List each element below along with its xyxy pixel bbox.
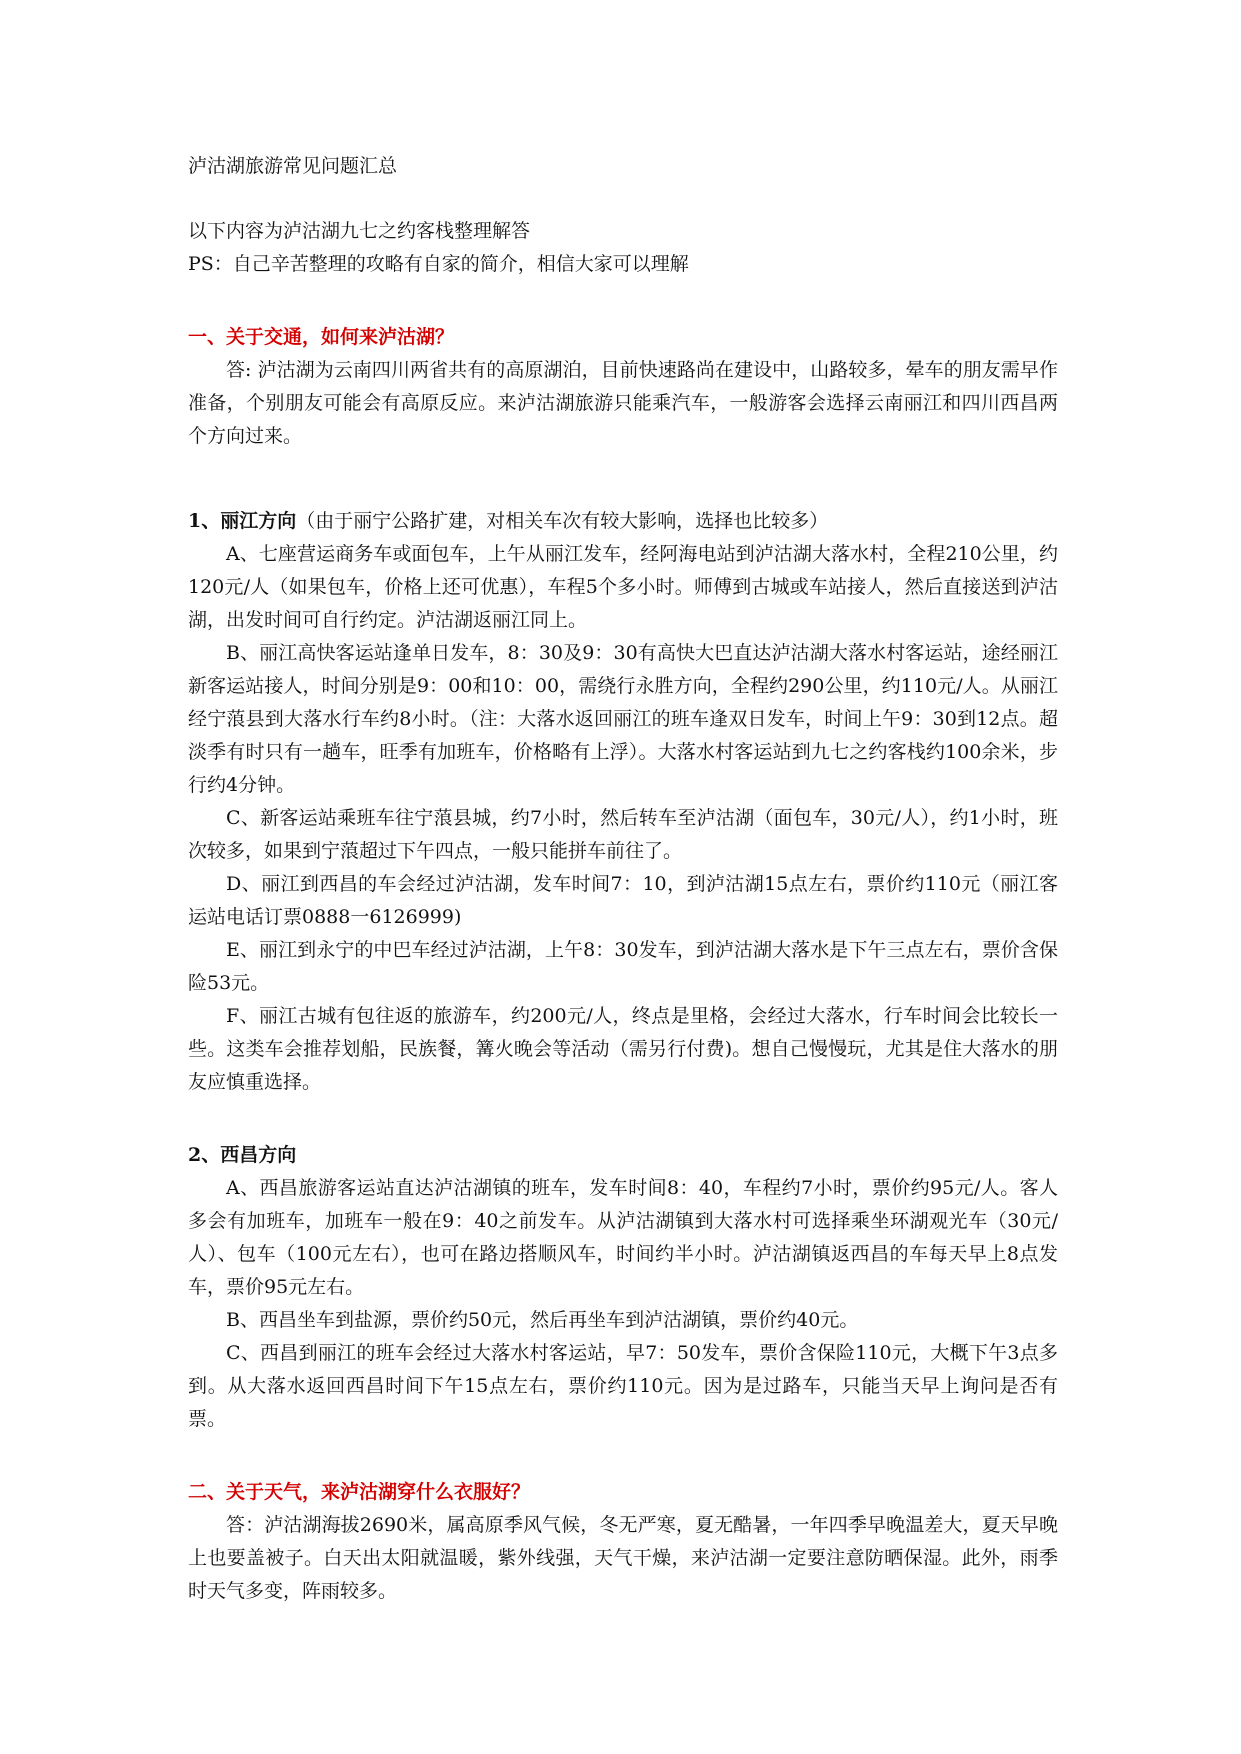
subsection-heading-xichang: 2、西昌方向 xyxy=(188,1144,297,1166)
xichang-option-b: B、西昌坐车到盐源，票价约50元，然后再坐车到泸沽湖镇，票价约40元。 xyxy=(226,1309,859,1331)
subsection-heading-lijiang xyxy=(188,505,1058,538)
spacer xyxy=(188,453,1058,505)
section-heading-transport: 一、关于交通，如何来泸沽湖？ xyxy=(188,326,455,348)
subsection-note-lijiang: （由于丽宁公路扩建，对相关车次有较大影响，选择也比较多） xyxy=(296,510,829,532)
document-body xyxy=(188,150,1058,1608)
section-heading-weather: 二、关于天气，来泸沽湖穿什么衣服好？ xyxy=(188,1481,531,1503)
lijiang-option-e: E、丽江到永宁的中巴车经过泸沽湖，上午8：30发车，到泸沽湖大落水是下午三点左右，票价含保险53元。 xyxy=(188,939,1058,994)
lijiang-option-c: C、新客运站乘班车往宁蒗县城，约7小时，然后转车至泸沽湖（面包车，30元/人），约1小时，班次较多，如果到宁蒗超过下午四点，一般只能拼车前往了。 xyxy=(188,807,1058,862)
intro-line: 以下内容为泸沽湖九七之约客栈整理解答 xyxy=(188,220,531,242)
xichang-option-a: A、西昌旅游客运站直达泸沽湖镇的班车，发车时间8：40，车程约7小时，票价约95元/人。客人多会有加班车，加班车一般在9：40之前发车。从泸沽湖镇到大落水村可选择乘坐环湖观光车（30元/人）、包车（100元左右），也可在路边搭顺风车，时间约半小时。泸沽湖镇返西昌的车每天早上8点发车，票价95元左右。 xyxy=(188,1177,1058,1298)
spacer xyxy=(188,183,1058,215)
spacer xyxy=(188,1436,1058,1476)
intro-ps-line: PS：自己辛苦整理的攻略有自家的简介，相信大家可以理解 xyxy=(188,253,689,275)
lijiang-option-f: F、丽江古城有包往返的旅游车，约200元/人，终点是里格，会经过大落水，行车时间会比较长一些。这类车会推荐划船，民族餐，篝火晚会等活动（需另行付费)。想自己慢慢玩，尤其是住大落水的朋友应慎重选择。 xyxy=(188,1005,1058,1093)
subsection-title-lijiang: 1、丽江方向 xyxy=(188,510,297,532)
lijiang-option-b: B、丽江高快客运站逢单日发车，8：30及9：30有高快大巴直达泸沽湖大落水村客运站，途经丽江新客运站接人，时间分别是9：00和10：00，需绕行永胜方向，全程约290公里，约110元/人。从丽江经宁蒗县到大落水行车约8小时。（注：大落水返回丽江的班车逢双日发车，时间上午9：30到12点。超淡季有时只有一趟车，旺季有加班车，价格略有上浮）。大落水村客运站到九七之约客栈约100余米，步行约4分钟。 xyxy=(188,642,1058,796)
document-title: 泸沽湖旅游常见问题汇总 xyxy=(188,155,398,177)
spacer xyxy=(188,1099,1058,1139)
xichang-option-c: C、西昌到丽江的班车会经过大落水村客运站，早7：50发车，票价含保险110元，大概下午3点多到。从大落水返回西昌时间下午15点左右，票价约110元。因为是过路车，只能当天早上询问是否有票。 xyxy=(188,1342,1058,1430)
transport-answer: 答: 泸沽湖为云南四川两省共有的高原湖泊，目前快速路尚在建设中，山路较多，晕车的朋友需早作准备，个别朋友可能会有高原反应。来泸沽湖旅游只能乘汽车，一般游客会选择云南丽江和四川西昌两个方向过来。 xyxy=(188,359,1058,447)
spacer xyxy=(188,281,1058,321)
weather-answer: 答：泸沽湖海拔2690米，属高原季风气候，冬无严寒，夏无酷暑，一年四季早晚温差大，夏天早晚上也要盖被子。白天出太阳就温暖，紫外线强，天气干燥，来泸沽湖一定要注意防晒保湿。此外，雨季时天气多变，阵雨较多。 xyxy=(188,1514,1058,1602)
lijiang-option-a: A、七座营运商务车或面包车，上午从丽江发车，经阿海电站到泸沽湖大落水村，全程210公里，约120元/人（如果包车，价格上还可优惠），车程5个多小时。师傅到古城或车站接人，然后直接送到泸沽湖，出发时间可自行约定。泸沽湖返丽江同上。 xyxy=(188,543,1058,631)
lijiang-option-d: D、丽江到西昌的车会经过泸沽湖，发车时间7：10，到泸沽湖15点左右，票价约110元（丽江客运站电话订票0888一6126999) xyxy=(188,873,1058,928)
